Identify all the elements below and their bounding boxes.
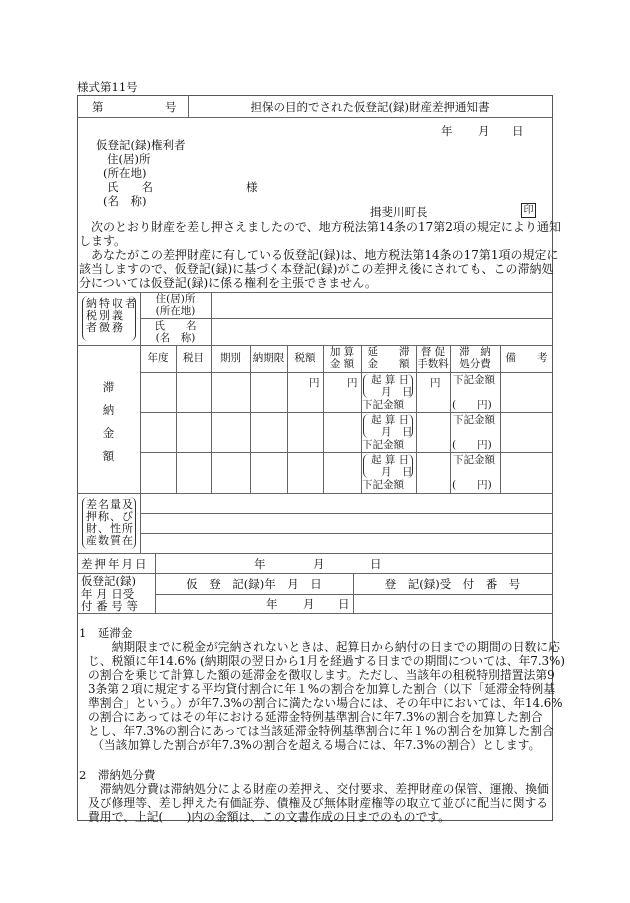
addressee-address-label: 住(居)所 [107, 152, 151, 166]
addressee-name-alt-label: (名 称) [103, 194, 147, 208]
honorific: 様 [246, 180, 258, 194]
column-header: 金 額 [367, 358, 410, 370]
date-day: 日 [512, 124, 524, 138]
delay-start-label: 起 算 日 [371, 454, 410, 466]
notice-line: します。 [79, 234, 127, 248]
address-label: 住(居)所 [155, 293, 196, 305]
cost-below-amount: 下記金額 [453, 454, 495, 466]
cost-below-amount: 下記金額 [453, 414, 495, 426]
cost-paren-yen: ( 円) [452, 479, 492, 491]
property-label-line: 産数質在 [86, 534, 134, 547]
provisional-day: 日 [338, 597, 350, 611]
column-header: 税目 [183, 352, 204, 364]
divider [140, 493, 141, 553]
seal-mark: 印 [521, 203, 536, 218]
location-label: (所在地) [155, 305, 196, 317]
arrears-label-char: 納 [102, 403, 115, 417]
column-header: 督 促 [420, 346, 446, 358]
note-line: 費用で、上記( )内の金額は、この文書作成の日までのものです。 [88, 810, 450, 824]
column-header: 手数料 [417, 358, 449, 370]
seizure-date-label: 差押年月日 [81, 557, 149, 571]
additional-amount-yen: 円 [347, 377, 358, 389]
provisional-year: 年 [266, 597, 278, 611]
property-label-line: 差名量及 [86, 498, 134, 511]
taxpayer-name-field[interactable] [212, 319, 552, 344]
delay-below-amount: 下記金額 [362, 399, 404, 411]
note-line: とし、年7.3%の割合にあっては当該延滞金特例基準割合に年１%の割合を加算した割合 [88, 724, 554, 738]
divider [77, 613, 553, 614]
date-month: 月 [478, 124, 490, 138]
form-number: 様式第11号 [77, 80, 138, 94]
document-number-prefix: 第 [92, 100, 104, 114]
addressee-role: 仮登記(録)権利者 [96, 138, 186, 152]
date-year: 年 [441, 124, 453, 138]
document-title: 担保の目的でされた仮登記(録)財産差押通知書 [250, 100, 490, 114]
notice-line: あなたがこの差押財産に有している仮登記(録)は、地方税法第14条の17第1項の規定に [79, 248, 559, 262]
notice-line: 分については仮登記(録)に係る権利を主張できません。 [79, 276, 377, 290]
provisional-label-line: 年 月 日受 [81, 586, 135, 601]
arrears-label-char: 金 [102, 426, 115, 440]
divider [77, 493, 553, 494]
divider [77, 553, 553, 554]
divider [140, 533, 553, 534]
tax-amount-yen: 円 [309, 377, 320, 389]
delay-start-label: 起 算 日 [371, 374, 410, 386]
delay-start-label: 起 算 日 [371, 414, 410, 426]
column-header: 納期限 [252, 352, 285, 364]
delay-below-amount: 下記金額 [362, 439, 404, 451]
taxpayer-label-line: 者徴務 [86, 321, 125, 334]
taxpayer-label-line: 納特収者 [86, 297, 138, 310]
note-line: の割合を乗じて計算した額の延滞金を徴収します。ただし、当該年の租税特別措置法第9 [88, 668, 555, 682]
cost-below-amount: 下記金額 [453, 374, 495, 386]
notice-line: 次のとおり財産を差し押さえましたので、地方税法第14条の17第2項の規定により通知 [79, 220, 561, 234]
divider [140, 513, 553, 514]
note-heading: 1 延滞金 [79, 626, 133, 640]
arrears-label-char: 額 [102, 449, 115, 463]
provisional-month: 月 [303, 597, 315, 611]
divider [155, 594, 553, 595]
note-line: じ、税額に年14.6% (納期限の翌日から1月を経過する日までの期間については、年7.3%) [88, 654, 565, 668]
note-line: 準割合」という。）が年7.3%の割合に満たない場合には、その年中においては、年14.6% [88, 696, 563, 710]
name-alt-label: (名 称) [155, 332, 196, 344]
column-header: 金 額 [329, 358, 355, 370]
provisional-label-line: 仮登記(録) [81, 574, 136, 588]
column-header: 加 算 [329, 346, 355, 358]
document-number-suffix: 号 [165, 100, 177, 114]
fee-yen: 円 [430, 377, 441, 389]
note-line: の割合にあってはその年における延滞金特例基準割合に年7.3%の割合を加算した割合 [88, 710, 543, 724]
addressee-name-label: 氏 名 [107, 180, 153, 194]
delay-month-day: 月 日 [381, 386, 413, 398]
divider [77, 573, 553, 574]
column-header: 税額 [294, 352, 316, 364]
note-line: 及び修理等、差し押えた有価証券、債権及び無体財産権等の取立て並びに配当に関する [88, 796, 549, 810]
registration-number-header: 登 記(録)受 付 番 号 [384, 577, 521, 591]
column-header: 滞 納 [459, 346, 491, 358]
delay-month-day: 月 日 [381, 426, 413, 438]
taxpayer-address-field[interactable] [212, 293, 552, 318]
property-label-line: 押称、び [86, 510, 134, 523]
property-label-line: 財、性所 [86, 522, 134, 535]
column-header: 年度 [147, 352, 169, 364]
note-line: 滞納処分費は滞納処分による財産の差押え、交付要求、差押財産の保管、運搬、換価 [88, 782, 549, 796]
column-header: 期別 [220, 352, 241, 364]
column-header: 延 滞 [367, 346, 410, 358]
cost-paren-yen: ( 円) [452, 439, 492, 451]
column-header: 備 考 [505, 352, 548, 364]
seizure-day: 日 [370, 557, 382, 571]
note-heading: 2 滞納処分費 [79, 768, 156, 782]
issuer-name: 揖斐川町長 [370, 205, 428, 219]
delay-month-day: 月 日 [381, 466, 413, 478]
column-header: 処分費 [459, 358, 491, 370]
seizure-year: 年 [254, 557, 266, 571]
delay-below-amount: 下記金額 [362, 479, 404, 491]
provisional-label-line: 付 番 号 等 [81, 599, 138, 613]
provisional-date-header: 仮 登 記(録)年 月 日 [186, 577, 322, 591]
cost-paren-yen: ( 円) [452, 399, 492, 411]
arrears-label-char: 滞 [102, 380, 115, 394]
addressee-location-label: (所在地) [103, 166, 147, 180]
taxpayer-label-line: 税別義 [86, 309, 125, 322]
divider [77, 117, 553, 118]
note-line: （当該加算した割合が年7.3%の割合を超える場合には、年7.3%の割合）とします。 [92, 738, 541, 752]
notice-line: 該当しますので、仮登記(録)に基づく本登記(録)がこの差押え後にされても、この滞納処 [79, 262, 554, 276]
name-label: 氏 名 [154, 320, 197, 332]
note-line: 3条第２項に規定する平均貸付割合に年１%の割合を加算した割合（以下「延滞金特例基 [88, 682, 555, 696]
seizure-month: 月 [313, 557, 325, 571]
note-line: 納期限までに税金が完納されないときは、起算日から納付の日までの期間の日数に応 [88, 640, 560, 654]
